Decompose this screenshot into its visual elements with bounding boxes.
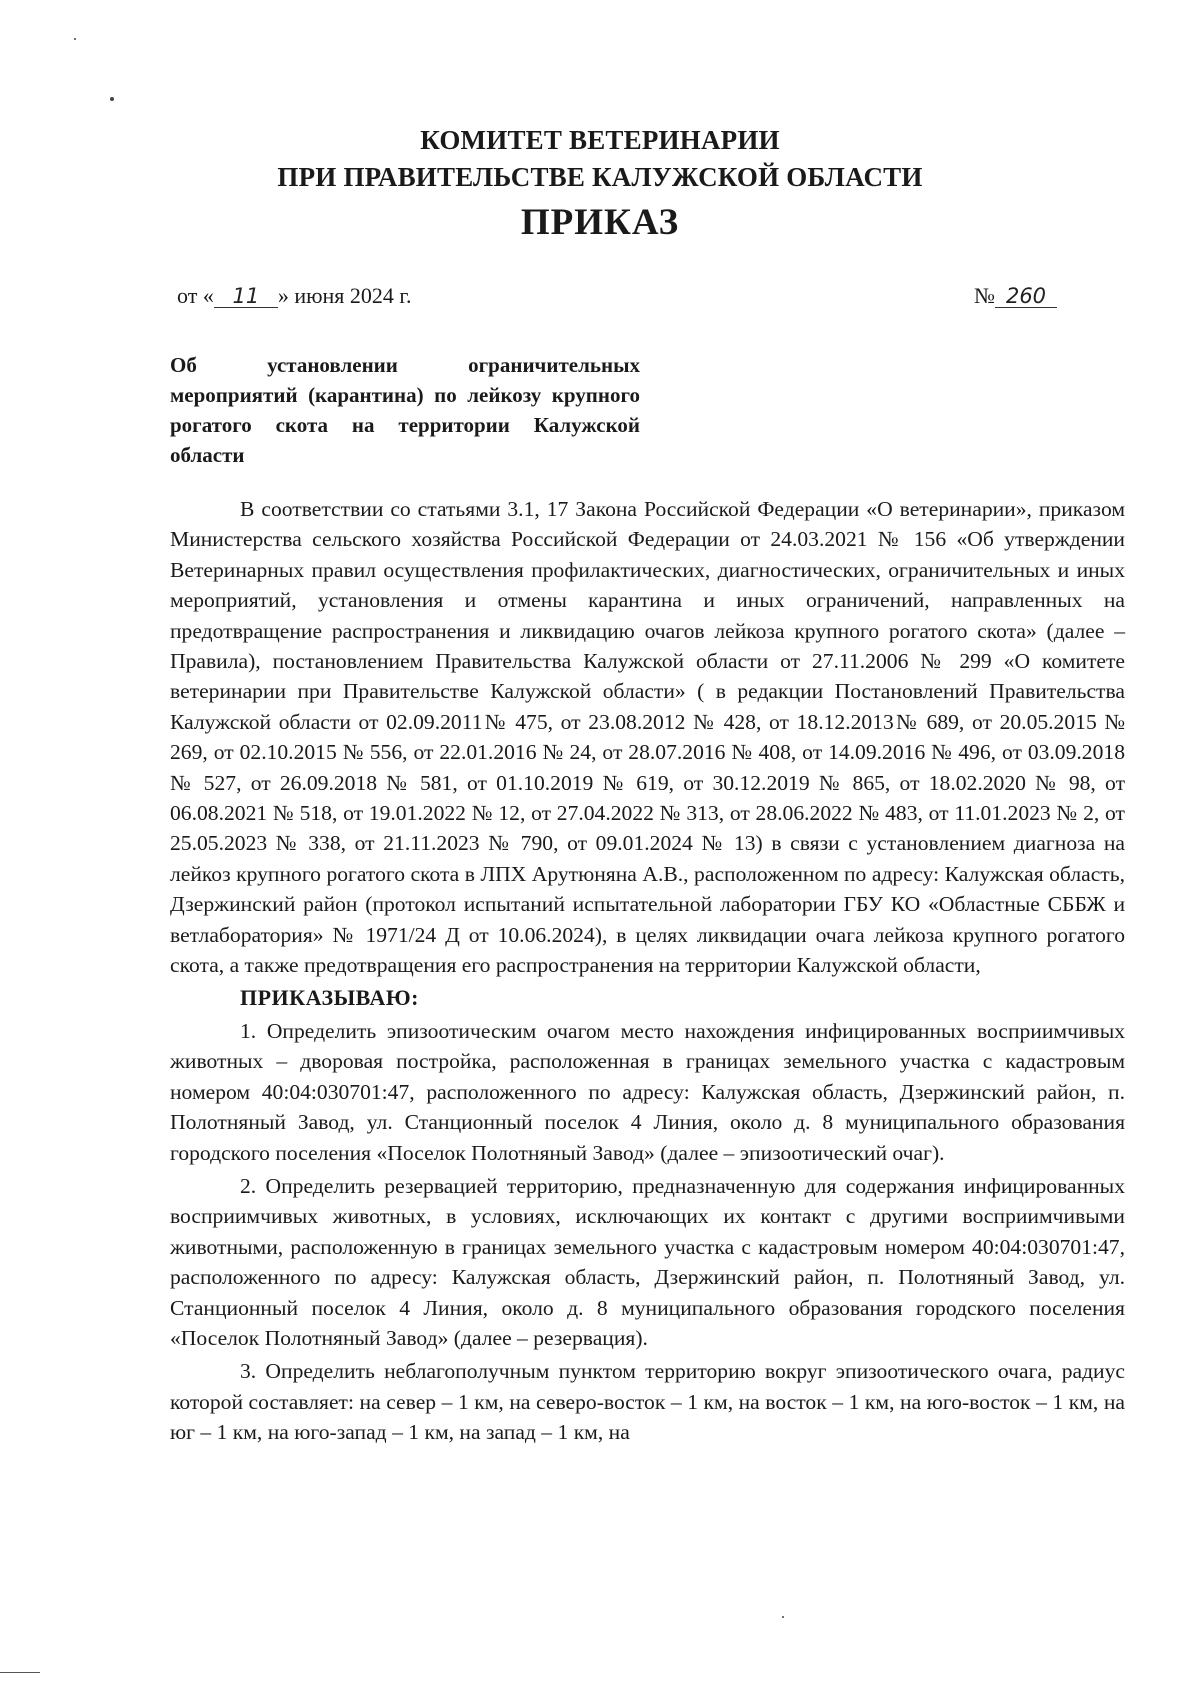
order-point-1: 1. Определить эпизоотическим очагом место нахождения инфицированных восприимчивых животных – дворовая постройка, расположенная в границах земельного участка с кадастровым номером 40:04:030701:47, расположенного по адресу: Калужская область, Дзержинский район, п. Полотняный Завод, ул. Станционный поселок 4 Линия, около д. 8 муниципального образования городского поселения «Поселок Полотняный Завод» (далее – эпизоотический очаг). <box>170 1018 1125 1165</box>
committee-name-line2: ПРИ ПРАВИТЕЛЬСТВЕ КАЛУЖСКОЙ ОБЛАСТИ <box>277 162 923 192</box>
scan-edge-mark <box>0 1672 40 1681</box>
order-point-2: 2. Определить резервацией территорию, предназначенную для содержания инфицированных восприимчивых животных, в условиях, исключающих их контакт с другими восприимчивыми животными, расположенную в границах земельного участка с кадастровым номером 40:04:030701:47, расположенного по адресу: Калужская область, Дзержинский район, п. Полотняный Завод, ул. Станционный поселок 4 Линия, около д. 8 муниципального образования городского поселения «Поселок Полотняный Завод» (далее – резервация). <box>170 1173 1125 1350</box>
date-prefix: от « <box>177 283 214 308</box>
order-date <box>177 283 411 309</box>
scan-speck <box>782 1616 784 1618</box>
committee-name-line1: КОМИТЕТ ВЕТЕРИНАРИИ <box>420 125 780 155</box>
handwritten-day: 11 <box>214 285 278 308</box>
order-directive: ПРИКАЗЫВАЮ: <box>240 984 419 1010</box>
order-body <box>170 494 1125 1448</box>
order-number <box>974 283 1057 309</box>
scan-speck <box>110 97 114 101</box>
scan-speck <box>74 38 76 40</box>
number-sign: № <box>974 283 995 308</box>
document-type-title: ПРИКАЗ <box>520 202 680 243</box>
handwritten-number: 260 <box>995 285 1057 308</box>
date-suffix: » июня 2024 г. <box>277 283 412 308</box>
order-subject: Об установлении ограничительных мероприятий (карантина) по лейкозу крупного рогатого скота на территории Калужской области <box>170 353 640 467</box>
order-point-3: 3. Определить неблагополучным пунктом территорию вокруг эпизоотического очага, радиус которой составляет: на север – 1 км, на северо-восток – 1 км, на восток – 1 км, на юго-восток – 1 км, на юг – 1 км, на юго-запад – 1 км, на запад – 1 км, на <box>170 1359 1125 1445</box>
committee-header <box>0 122 1200 196</box>
preamble-paragraph: В соответствии со статьями 3.1, 17 Закона Российской Федерации «О ветеринарии», приказом Министерства сельского хозяйства Российской Федерации от 24.03.2021 № 156 «Об утверждении Ветеринарных правил осуществления профилактических, диагностических, ограничительных и иных мероприятий, установления и отмены карантина и иных ограничений, направленных на предотвращение распространения и ликвидацию очагов лейкоза крупного рогатого скота» (далее – Правила), постановлением Правительства Калужской области от 27.11.2006 № 299 «О комитете ветеринарии при Правительстве Калужской области» ( в редакции Постановлений Правительства Калужской области от 02.09.2011№ 475, от 23.08.2012 № 428, от 18.12.2013№ 689, от 20.05.2015 № 269, от 02.10.2015 № 556, от 22.01.2016 № 24, от 28.07.2016 № 408, от 14.09.2016 № 496, от 03.09.2018 № 527, от 26.09.2018 № 581, от 01.10.2019 № 619, от 30.12.2019 № 865, от 18.02.2020 № 98, от 06.08.2021 № 518, от 19.01.2022 № 12, от 27.04.2022 № 313, от 28.06.2022 № 483, от 11.01.2023 № 2, от 25.05.2023 № 338, от 21.11.2023 № 790, от 09.01.2024 № 13) в связи с установлением диагноза на лейкоз крупного рогатого скота в ЛПХ Арутюняна А.В., расположенном по адресу: Калужская область, Дзержинский район (протокол испытаний испытательной лаборатории ГБУ КО «Областные СББЖ и ветлаборатория» № 1971/24 Д от 10.06.2024), в целях ликвидации очага лейкоза крупного рогатого скота, а также предотвращения его распространения на территории Калужской области, <box>170 497 1125 978</box>
